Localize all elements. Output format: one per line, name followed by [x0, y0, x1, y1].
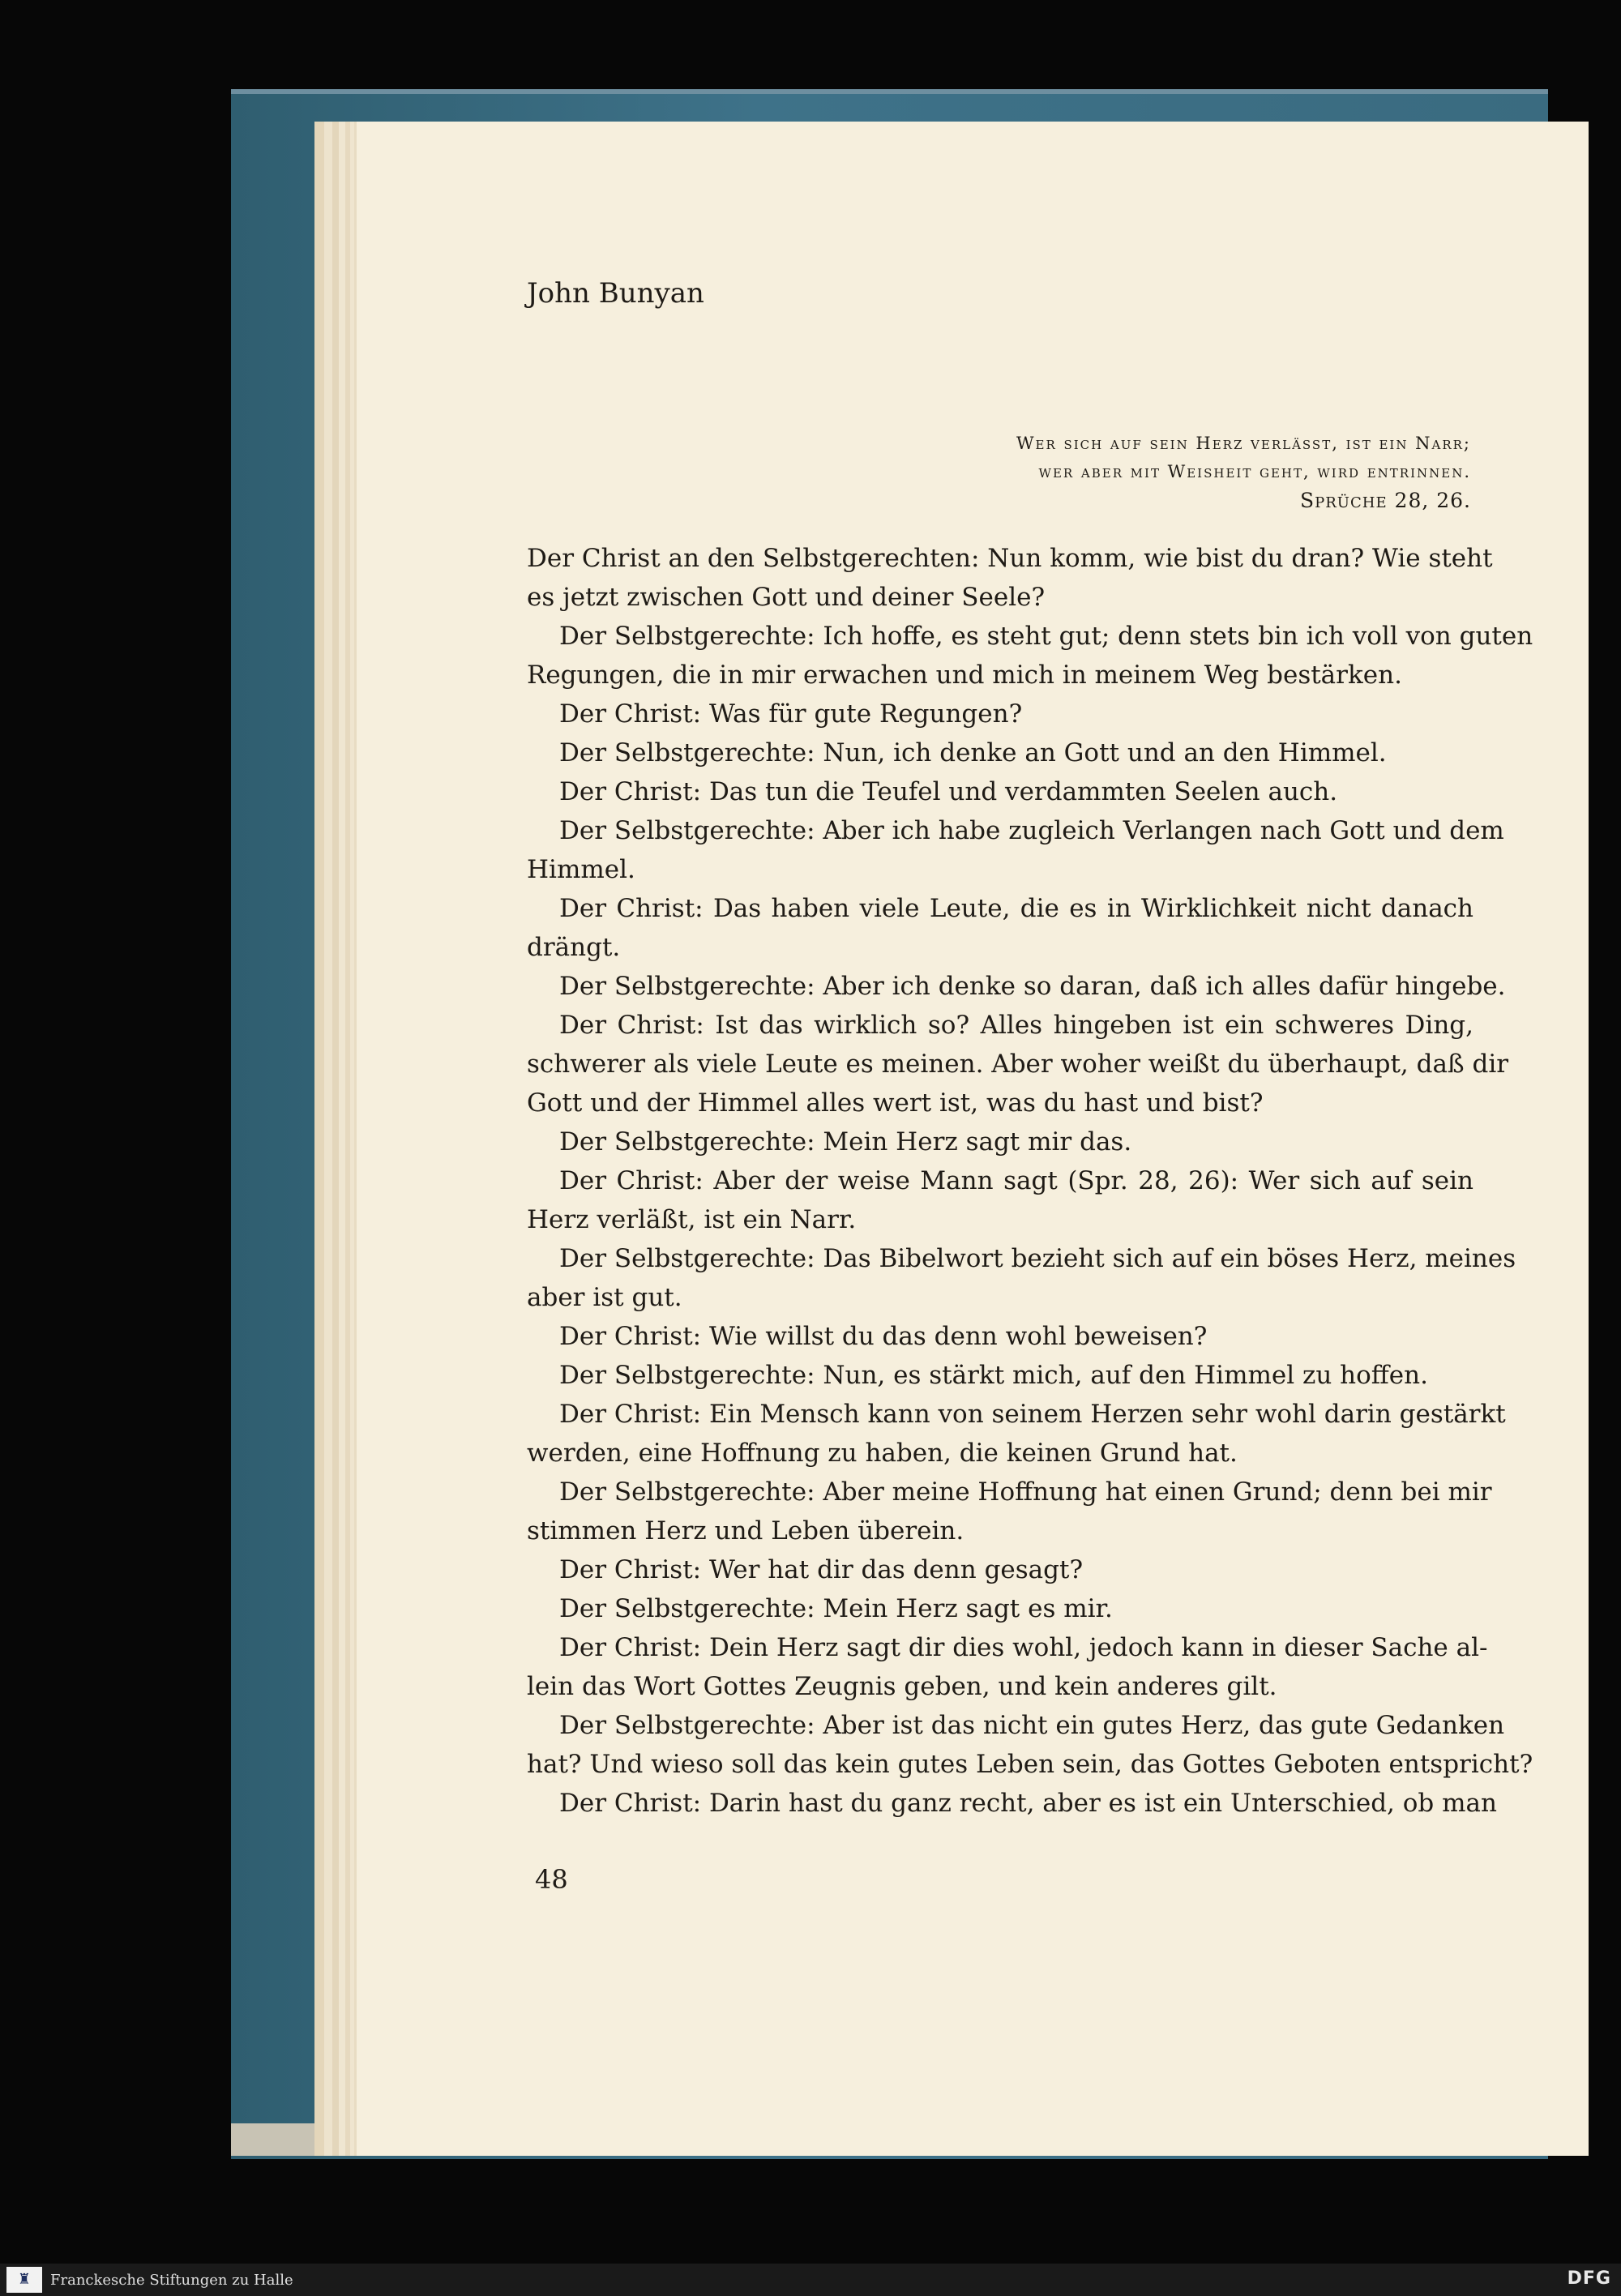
- text-line: Der Selbstgerechte: Mein Herz sagt es mir.: [559, 1594, 1113, 1623]
- text-line: Der Christ: Ist das wirklich so? Alles hingeben ist ein schweres Ding,: [559, 1011, 1473, 1040]
- text-line: es jetzt zwischen Gott und deiner Seele?: [527, 583, 1046, 612]
- epigraph-line: wer aber mit Weisheit geht, wird entrinnen.: [1038, 462, 1471, 481]
- institution-name: Franckesche Stiftungen zu Halle: [50, 2272, 293, 2289]
- epigraph-line: Wer sich auf sein Herz verlässt, ist ein Narr;: [1016, 434, 1471, 453]
- viewer-footer: [0, 2264, 1621, 2296]
- running-head: John Bunyan: [527, 277, 704, 310]
- text-line: Der Christ: Was für gute Regungen?: [559, 699, 1023, 729]
- text-line: Der Christ: Aber der weise Mann sagt (Spr. 28, 26): Wer sich auf sein: [559, 1166, 1473, 1195]
- text-line: Der Selbstgerechte: Nun, es stärkt mich, auf den Himmel zu hoffen.: [559, 1361, 1428, 1390]
- text-line: werden, eine Hoffnung zu haben, die keinen Grund hat.: [527, 1439, 1238, 1468]
- text-line: Der Selbstgerechte: Aber ist das nicht ein gutes Herz, das gute Gedanken: [559, 1711, 1505, 1740]
- text-line: Der Selbstgerechte: Ich hoffe, es steht gut; denn stets bin ich voll von guten: [559, 622, 1533, 651]
- text-line: Der Christ: Wer hat dir das denn gesagt?: [559, 1555, 1084, 1584]
- text-line: Der Christ: Ein Mensch kann von seinem Herzen sehr wohl darin gestärkt: [559, 1400, 1506, 1429]
- text-line: Der Selbstgerechte: Aber ich habe zugleich Verlangen nach Gott und dem: [559, 816, 1504, 845]
- text-line: hat? Und wieso soll das kein gutes Leben sein, das Gottes Geboten entspricht?: [527, 1750, 1533, 1779]
- text-line: lein das Wort Gottes Zeugnis geben, und kein anderes gilt.: [527, 1672, 1277, 1701]
- institution-logo-icon: ♜: [6, 2267, 42, 2293]
- text-line: stimmen Herz und Leben überein.: [527, 1516, 964, 1546]
- text-line: Der Christ: Darin hast du ganz recht, aber es ist ein Unterschied, ob man: [559, 1789, 1497, 1818]
- text-line: Der Selbstgerechte: Aber ich denke so daran, daß ich alles dafür hingebe.: [559, 972, 1506, 1001]
- text-line: schwerer als viele Leute es meinen. Aber woher weißt du überhaupt, daß dir: [527, 1050, 1509, 1079]
- text-line: Der Christ an den Selbstgerechten: Nun komm, wie bist du dran? Wie steht: [527, 544, 1493, 573]
- text-line: Herz verläßt, ist ein Narr.: [527, 1205, 857, 1234]
- text-line: Himmel.: [527, 855, 635, 884]
- text-line: Der Selbstgerechte: Aber meine Hoffnung hat einen Grund; denn bei mir: [559, 1477, 1492, 1507]
- book-page: [357, 122, 1589, 2156]
- epigraph: [879, 430, 1471, 515]
- epigraph-source: Sprüche 28, 26.: [1300, 489, 1471, 512]
- text-line: Der Christ: Dein Herz sagt dir dies wohl, jedoch kann in dieser Sache al-: [559, 1633, 1488, 1662]
- text-line: Der Christ: Wie willst du das denn wohl beweisen?: [559, 1322, 1208, 1351]
- text-line: Gott und der Himmel alles wert ist, was du hast und bist?: [527, 1088, 1264, 1118]
- text-line: Der Christ: Das haben viele Leute, die es in Wirklichkeit nicht danach: [559, 894, 1473, 923]
- text-line: Der Selbstgerechte: Mein Herz sagt mir das.: [559, 1127, 1132, 1157]
- text-line: Der Christ: Das tun die Teufel und verdammten Seelen auch.: [559, 777, 1338, 806]
- body-text: [527, 539, 1533, 1823]
- text-line: Der Selbstgerechte: Nun, ich denke an Gott und an den Himmel.: [559, 738, 1387, 767]
- funder-logo: DFG: [1567, 2268, 1611, 2289]
- text-line: aber ist gut.: [527, 1283, 682, 1312]
- page-content: [357, 122, 1589, 2156]
- page-number: 48: [535, 1864, 568, 1895]
- text-line: Regungen, die in mir erwachen und mich in meinem Weg bestärken.: [527, 661, 1402, 690]
- text-line: Der Selbstgerechte: Das Bibelwort bezieht sich auf ein böses Herz, meines: [559, 1244, 1516, 1273]
- text-line: drängt.: [527, 933, 621, 962]
